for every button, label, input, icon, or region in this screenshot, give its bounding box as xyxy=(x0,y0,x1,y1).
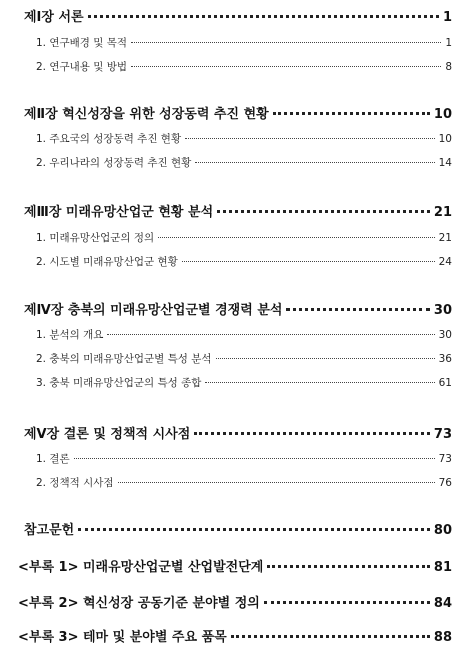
toc-chapter-5[interactable] xyxy=(24,423,452,443)
references-title: 참고문헌 xyxy=(24,523,75,538)
dot-leader xyxy=(118,481,435,483)
section-title: 2. 충북의 미래유망산업군별 특성 분석 xyxy=(36,353,212,365)
section-title: 2. 정책적 시사점 xyxy=(36,477,114,489)
chapter-title: 제Ⅴ장 결론 및 정책적 시사점 xyxy=(24,427,191,442)
dot-leader xyxy=(158,236,435,238)
dot-leader xyxy=(216,357,435,359)
page-number: 1 xyxy=(445,37,452,49)
page-number: 88 xyxy=(433,630,452,645)
dot-leader xyxy=(131,41,441,43)
dot-leader xyxy=(205,381,434,383)
page-number: 76 xyxy=(438,477,452,489)
toc-chapter-3[interactable] xyxy=(24,201,452,221)
page-number: 10 xyxy=(438,133,452,145)
toc-appendix-3[interactable] xyxy=(18,626,452,646)
toc-section[interactable] xyxy=(36,254,452,270)
dot-leader xyxy=(131,65,441,67)
dot-leader xyxy=(264,600,430,604)
chapter-title: 제Ⅰ장 서론 xyxy=(24,10,84,25)
section-title: 2. 우리나라의 성장동력 추진 현황 xyxy=(36,157,192,169)
appendix-title: <부록 2> 혁신성장 공동기준 분야별 정의 xyxy=(18,596,260,611)
page-number: 10 xyxy=(433,107,452,122)
appendix-title: <부록 1> 미래유망산업군별 산업발전단계 xyxy=(18,560,264,575)
chapter-title: 제Ⅳ장 충북의 미래유망산업군별 경쟁력 분석 xyxy=(24,303,283,318)
section-title: 1. 미래유망산업군의 정의 xyxy=(36,232,155,244)
toc-appendix-2[interactable] xyxy=(18,592,452,612)
dot-leader xyxy=(195,161,434,163)
dot-leader xyxy=(107,333,434,335)
toc-references[interactable] xyxy=(24,519,452,539)
page-number: 30 xyxy=(433,303,452,318)
chapter-title: 제Ⅲ장 미래유망산업군 현황 분석 xyxy=(24,205,214,220)
dot-leader xyxy=(185,137,435,139)
toc-section[interactable] xyxy=(36,375,452,391)
page-number: 84 xyxy=(433,596,452,611)
toc-chapter-4[interactable] xyxy=(24,299,452,319)
dot-leader xyxy=(217,209,430,213)
page-number: 14 xyxy=(438,157,452,169)
dot-leader xyxy=(286,307,429,311)
toc-section[interactable] xyxy=(36,475,452,491)
toc-chapter-1[interactable] xyxy=(24,6,452,26)
page-number: 80 xyxy=(433,523,452,538)
section-title: 2. 시도별 미래유망산업군 현황 xyxy=(36,256,178,268)
toc-section[interactable] xyxy=(36,59,452,75)
page-number: 1 xyxy=(442,10,452,25)
section-title: 1. 주요국의 성장동력 추진 현황 xyxy=(36,133,182,145)
dot-leader xyxy=(74,457,435,459)
dot-leader xyxy=(88,14,439,18)
dot-leader xyxy=(182,260,435,262)
page-number: 30 xyxy=(438,329,452,341)
dot-leader xyxy=(273,111,430,115)
section-title: 1. 연구배경 및 목적 xyxy=(36,37,128,49)
page-number: 21 xyxy=(433,205,452,220)
appendix-title: <부록 3> 테마 및 분야별 주요 품목 xyxy=(18,630,227,645)
toc-section[interactable] xyxy=(36,35,452,51)
page-number: 81 xyxy=(433,560,452,575)
dot-leader xyxy=(231,634,430,638)
chapter-title: 제Ⅱ장 혁신성장을 위한 성장동력 추진 현황 xyxy=(24,107,269,122)
toc-section[interactable] xyxy=(36,131,452,147)
page-number: 21 xyxy=(438,232,452,244)
dot-leader xyxy=(194,431,430,435)
section-title: 1. 분석의 개요 xyxy=(36,329,104,341)
page-number: 8 xyxy=(445,61,452,73)
toc-chapter-2[interactable] xyxy=(24,103,452,123)
dot-leader xyxy=(78,527,430,531)
page-number: 73 xyxy=(433,427,452,442)
page-number: 24 xyxy=(438,256,452,268)
toc-section[interactable] xyxy=(36,155,452,171)
dot-leader xyxy=(267,564,430,568)
section-title: 1. 결론 xyxy=(36,453,70,465)
page-number: 73 xyxy=(438,453,452,465)
page-number: 36 xyxy=(438,353,452,365)
section-title: 3. 충북 미래유망산업군의 특성 종합 xyxy=(36,377,202,389)
toc-section[interactable] xyxy=(36,451,452,467)
toc-section[interactable] xyxy=(36,230,452,246)
toc-section[interactable] xyxy=(36,327,452,343)
toc-appendix-1[interactable] xyxy=(18,556,452,576)
section-title: 2. 연구내용 및 방법 xyxy=(36,61,128,73)
toc-section[interactable] xyxy=(36,351,452,367)
page-number: 61 xyxy=(438,377,452,389)
